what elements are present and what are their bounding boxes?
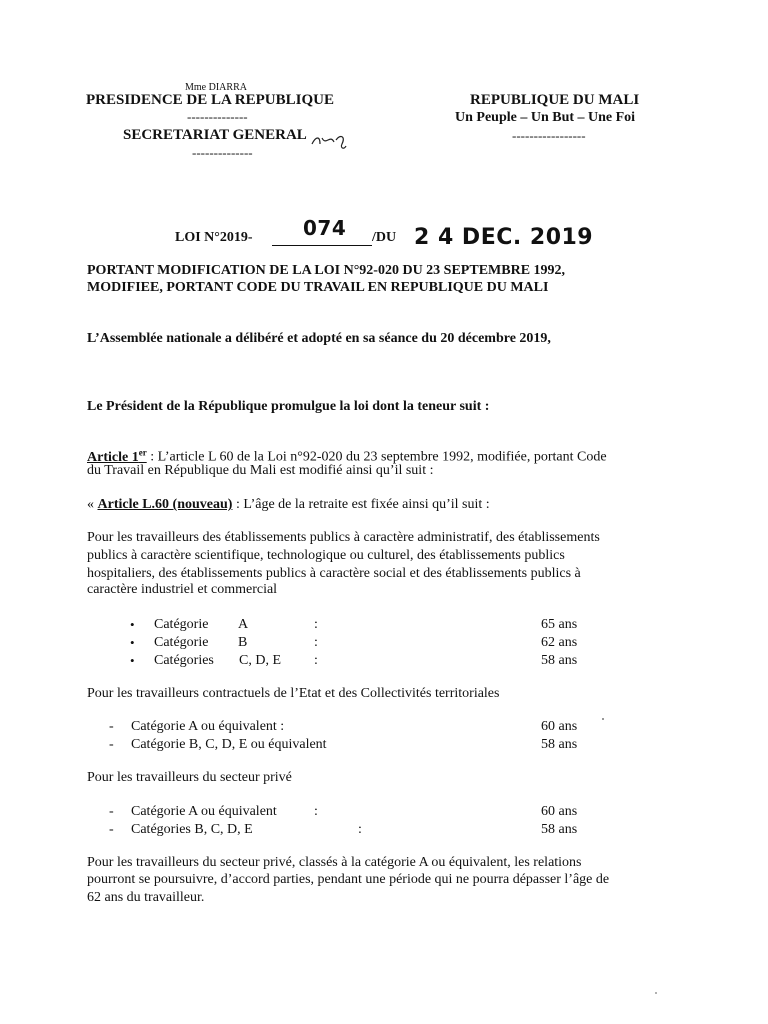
list-item-category: A — [238, 617, 249, 632]
list-item-colon: : — [314, 617, 318, 632]
para-final-line-3: 62 ans du travailleur. — [87, 890, 205, 905]
article-1-label: Article 1er — [87, 447, 147, 465]
separator-right: ----------------- — [512, 128, 586, 143]
loi-date-stamp: 2 4 DEC. 2019 — [414, 225, 594, 250]
article-l60-label: Article L.60 (nouveau) — [97, 497, 233, 512]
presidence-heading: PRESIDENCE DE LA REPUBLIQUE — [86, 92, 334, 108]
list-item-age: 60 ans — [541, 804, 578, 819]
list-item-colon: : — [314, 635, 318, 650]
loi-du: /DU — [372, 230, 397, 245]
handwritten-initials-icon — [310, 130, 350, 152]
list-item-label: Catégories — [154, 653, 214, 668]
para-final-line-2: pourront se poursuivre, d’accord parties, pendant une période qui ne pourra dépasser l’âge de — [87, 872, 610, 887]
list-dash: - — [109, 719, 114, 734]
list-item-age: 62 ans — [541, 635, 578, 650]
list-dash: - — [109, 737, 114, 752]
para-public-line-4: caractère industriel et commercial — [87, 582, 278, 597]
list-item-label: Catégorie — [154, 635, 209, 650]
loi-prefix: LOI N°2019- — [175, 230, 253, 245]
list-dash: - — [109, 822, 114, 837]
title-line-1: PORTANT MODIFICATION DE LA LOI N°92-020 DU 23 SEPTEMBRE 1992, — [87, 263, 566, 278]
loi-number-stamp: 074 — [303, 216, 347, 240]
scan-speck — [655, 992, 657, 994]
article-1-line-2: du Travail en République du Mali est modifié ainsi qu’il suit : — [87, 463, 434, 478]
list-item-age: 58 ans — [541, 737, 578, 752]
list-item-age: 60 ans — [541, 719, 578, 734]
para-final-line-1: Pour les travailleurs du secteur privé, classés à la catégorie A ou équivalent, les relations — [87, 855, 582, 870]
separator-left-2: -------------- — [192, 145, 253, 160]
assemblee-statement: L’Assemblée nationale a délibéré et adopté en sa séance du 20 décembre 2019, — [87, 331, 551, 346]
list-item-label: Catégories B, C, D, E — [131, 822, 253, 837]
list-item-label: Catégorie A ou équivalent — [131, 804, 277, 819]
list-item: • — [130, 653, 135, 668]
para-public-line-3: hospitaliers, des établissements publics à caractère social et des établissements publics à — [87, 566, 581, 581]
list-item-label: Catégorie — [154, 617, 209, 632]
list-item-age: 65 ans — [541, 617, 578, 632]
list-item-colon: : — [314, 804, 318, 819]
national-motto: Un Peuple – Un But – Une Foi — [455, 110, 636, 125]
list-item: • — [130, 617, 135, 632]
scan-speck — [602, 718, 604, 720]
list-item-colon: : — [314, 653, 318, 668]
para-public-line-2: publics à caractère scientifique, technologique ou culturel, des établissements publics — [87, 548, 565, 563]
list-item-age: 58 ans — [541, 822, 578, 837]
list-item-category: C, D, E — [239, 653, 281, 668]
secretariat-heading: SECRETARIAT GENERAL — [123, 127, 307, 143]
list-item-colon: : — [358, 822, 362, 837]
title-line-2: MODIFIEE, PORTANT CODE DU TRAVAIL EN REPUBLIQUE DU MALI — [87, 280, 549, 295]
republique-heading: REPUBLIQUE DU MALI — [470, 92, 640, 108]
loi-number-underline — [272, 245, 372, 246]
article-1-line-1: Article 1er : L’article L 60 de la Loi n°92-020 du 23 septembre 1992, modifiée, portant Code — [87, 447, 607, 465]
list-dash: - — [109, 804, 114, 819]
author-initials: Mme DIARRA — [185, 82, 247, 93]
para-public-line-1: Pour les travailleurs des établissements publics à caractère administratif, des établissements — [87, 530, 600, 545]
list-item-label: Catégorie B, C, D, E ou équivalent — [131, 737, 327, 752]
list-item-age: 58 ans — [541, 653, 578, 668]
para-prive: Pour les travailleurs du secteur privé — [87, 770, 292, 785]
para-contractuels: Pour les travailleurs contractuels de l’Etat et des Collectivités territoriales — [87, 686, 500, 701]
list-item-label: Catégorie A ou équivalent : — [131, 719, 285, 734]
list-item: • — [130, 635, 135, 650]
list-item-category: B — [238, 635, 248, 650]
president-statement: Le Président de la République promulgue la loi dont la teneur suit : — [87, 399, 490, 414]
article-l60-line: « Article L.60 (nouveau) : L’âge de la retraite est fixée ainsi qu’il suit : — [87, 497, 490, 512]
separator-left-1: -------------- — [187, 109, 248, 124]
